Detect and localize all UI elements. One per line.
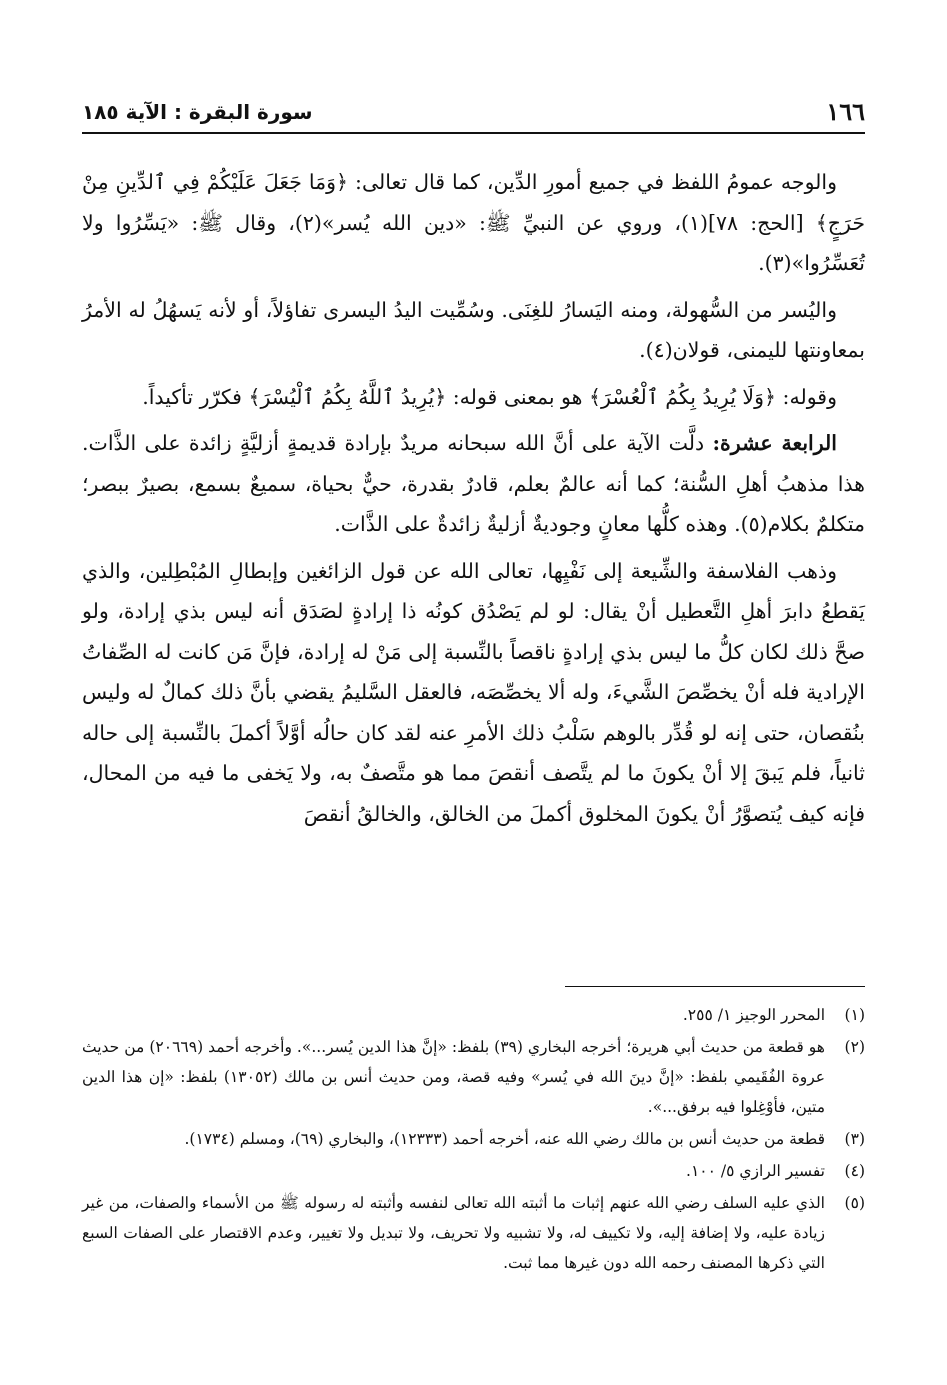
paragraph-2: واليُسر من السُّهولة، ومنه اليَسارُ للغِنَى. وسُمِّيت اليدُ اليسرى تفاؤلاً، أو لأنه يَسهُلُ له الأمرُ بمعاونتها لليمنى، قولان(٤). <box>82 297 865 362</box>
running-title: سورة البقرة : الآية ١٨٥ <box>82 100 313 124</box>
footnote-number: (٢) <box>844 1038 865 1056</box>
footnote-text: الذي عليه السلف رضي الله عنهم إثبات ما أثبته الله تعالى لنفسه وأثبته له رسوله ﷺ من الأسماء والصفات، من غير زيادة عليه، ولا إضافة إليه، ولا تكييف له، ولا تشبيه ولا تحريف، ولا تبديل ولا تغيير، وعدم الاقتصار على الصفات السبع التي ذكرها المصنف رحمه الله دون غيرها مما ثبت. <box>82 1194 825 1272</box>
page-header <box>82 86 865 134</box>
footnote <box>82 1000 865 1030</box>
footnote-text: تفسير الرازي ٥/ ١٠٠. <box>686 1162 825 1180</box>
paragraph-4 <box>82 423 865 545</box>
paragraph-3: وقوله: ﴿وَلَا يُرِيدُ بِكُمُ ٱلْعُسْرَ﴾ هو بمعنى قوله: ﴿يُرِيدُ ٱللَّهُ بِكُمُ ٱلْيُسْرَ﴾ فكرّر تأكيداً. <box>142 384 837 409</box>
section-heading: الرابعة عشرة: <box>712 431 838 455</box>
footnotes <box>82 1000 865 1280</box>
paragraph-1: والوجه عمومُ اللفظ في جميع أمورِ الدِّين، كما قال تعالى: ﴿وَمَا جَعَلَ عَلَيْكُمْ فِي ٱلدِّينِ مِنْ حَرَجٍ﴾ [الحج: ٧٨](١)، وروي عن النبيِّ ﷺ: «دين الله يُسر»(٢)، وقال ﷺ: «يَسِّرُوا ولا تُعَسِّرُوا»(٣). <box>82 170 865 275</box>
footnote <box>82 1124 865 1154</box>
footnote-number: (٣) <box>844 1130 865 1148</box>
page-number: ١٦٦ <box>826 97 865 126</box>
main-text <box>82 162 865 840</box>
paragraph-5: وذهب الفلاسفة والشِّيعة إلى نَفْيِها، تعالى الله عن قول الزائغين وإبطالِ المُبْطِلين، والذي يَقطعُ دابرَ أهلِ التَّعطيل أنْ يقال: لو لم يَصْدُق كونُه ذا إرادةٍ لصَدَق أنه ليس بذي إرادة، ولو صحَّ ذلك لكان كلُّ ما ليس بذي إرادةٍ ناقصاً بالنِّسبة إلى مَنْ له إرادة، فإنَّ مَن كانت له الصِّفاتُ الإرادية فله أنْ يخصِّصَ الشَّيءَ، وله ألا يخصِّصَه، فالعقل السَّليمُ يقضي بأنَّ ذلك كمالٌ له وليس بنُقصان، حتى إنه لو قُدِّر بالوهم سَلْبُ ذلك الأمرِ عنه لقد كان حالُه أوَّلاً أكملَ بالنِّسبة إلى حاله ثانياً، فلم يَبقَ إلا أنْ يكونَ ما لم يتَّصف أنقصَ مما هو متَّصفٌ به، ولا يَخفى ما فيه من المحال، فإنه كيف يُتصوَّرُ أنْ يكونَ المخلوق أكملَ من الخالق، والخالقُ أنقصَ <box>82 558 865 826</box>
footnote-text: هو قطعة من حديث أبي هريرة؛ أخرجه البخاري (٣٩) بلفظ: «إنَّ هذا الدين يُسر...». وأخرجه أحمد (٢٠٦٦٩) من حديث عروة الفُقَيمي بلفظ: «إنَّ دينَ الله في يُسر» وفيه قصة، ومن حديث أنس بن مالك (١٣٠٥٢) بلفظ: «إن هذا الدين متين، فأوْغِلوا فيه برفق...». <box>82 1038 826 1116</box>
footnote-number: (٤) <box>844 1162 865 1180</box>
footnote-text: المحرر الوجيز ١/ ٢٥٥. <box>682 1006 825 1024</box>
footnote-divider <box>565 986 865 987</box>
footnote <box>82 1188 865 1278</box>
footnote-number: (٥) <box>844 1194 865 1212</box>
footnote-number: (١) <box>844 1006 865 1024</box>
footnote <box>82 1156 865 1186</box>
footnote-text: قطعة من حديث أنس بن مالك رضي الله عنه، أخرجه أحمد (١٢٣٣٣)، والبخاري (٦٩)، ومسلم (١٧٣٤). <box>184 1130 825 1148</box>
footnote <box>82 1032 865 1122</box>
paragraph-4-text: دلَّت الآية على أنَّ الله سبحانه مريدٌ بإرادة قديمةٍ أزليَّةٍ زائدة على الذَّات. هذا مذهبُ أهلِ السُّنة؛ كما أنه عالمٌ بعلم، قادرٌ بقدرة، حيٌّ بحياة، سميعٌ بسمع، بصيرٌ ببصر؛ متكلمٌ بكلام(٥). وهذه كلُّها معانٍ وجوديةٌ أزليةٌ زائدةٌ على الذَّات. <box>82 431 865 536</box>
